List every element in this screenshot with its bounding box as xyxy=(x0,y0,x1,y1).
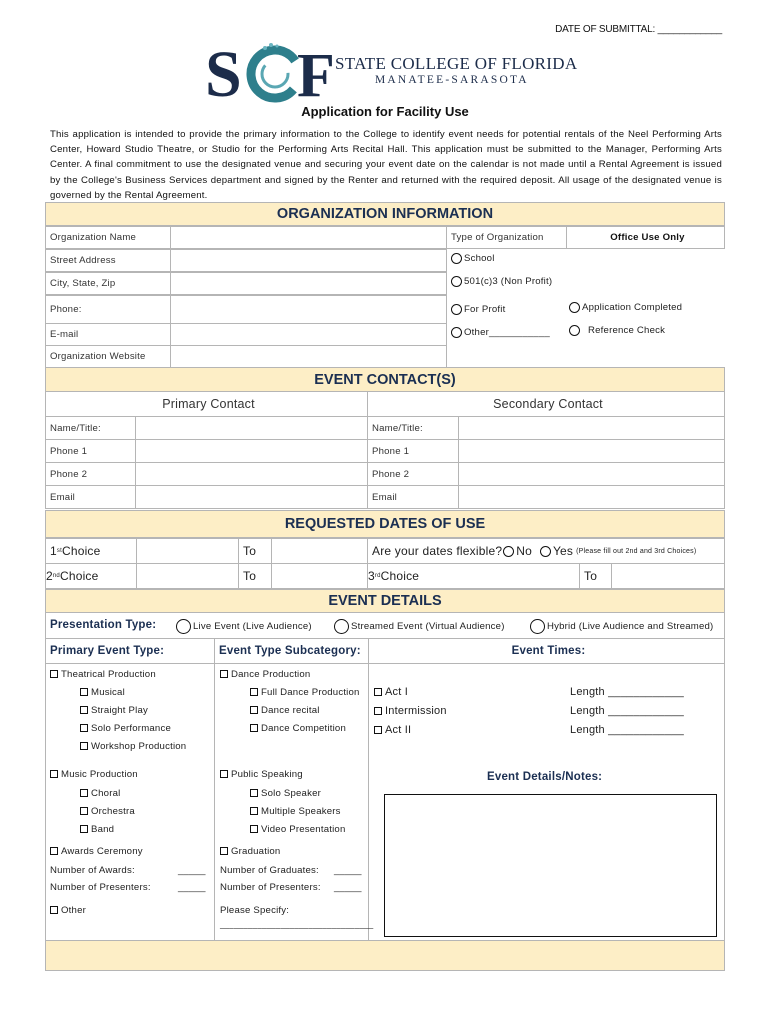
secondary-email-label: Email xyxy=(367,485,459,509)
flexible-yes-label: Yes xyxy=(552,544,574,558)
presentation-hybrid[interactable]: Hybrid (Live Audience and Streamed) xyxy=(530,619,713,634)
scf-logo xyxy=(205,38,578,108)
primary-phone1-field[interactable] xyxy=(135,439,368,463)
website-field[interactable] xyxy=(170,345,447,368)
secondary-phone1-field[interactable] xyxy=(458,439,725,463)
other-radio[interactable] xyxy=(451,327,462,338)
phone-field[interactable] xyxy=(170,295,447,324)
org-type-501c3[interactable]: 501(c)3 (Non Profit) xyxy=(451,276,552,287)
num-presenters2-blank[interactable]: _____ xyxy=(334,882,362,893)
scf-logo-mark xyxy=(205,38,335,108)
dance-recital-checkbox[interactable] xyxy=(250,706,258,714)
awards-option[interactable]: Awards Ceremony xyxy=(50,846,143,857)
dance-option[interactable]: Dance Production xyxy=(220,669,310,680)
num-presenters2-label: Number of Presenters: xyxy=(220,882,321,893)
video-presentation-checkbox[interactable] xyxy=(250,825,258,833)
choral-checkbox[interactable] xyxy=(80,789,88,797)
intermission-length[interactable]: Length ____________ xyxy=(570,705,684,717)
column-divider-2 xyxy=(368,663,369,941)
subcategory-header: Event Type Subcategory: xyxy=(214,638,369,664)
office-use-label: Office Use Only xyxy=(566,226,725,249)
website-label: Organization Website xyxy=(45,345,171,368)
email-label: E-mail xyxy=(45,323,171,346)
musical-checkbox[interactable] xyxy=(80,688,88,696)
full-dance-option[interactable]: Full Dance Production xyxy=(250,687,360,698)
org-name-field[interactable] xyxy=(170,226,447,249)
svg-text:F: F xyxy=(297,42,335,108)
org-name-label: Organization Name xyxy=(45,226,171,249)
solo-speaker-option[interactable]: Solo Speaker xyxy=(250,788,321,799)
orchestra-option[interactable]: Orchestra xyxy=(80,806,135,817)
num-presenters-label: Number of Presenters: xyxy=(50,882,151,893)
act2-length[interactable]: Length ____________ xyxy=(570,724,684,736)
secondary-contact-header: Secondary Contact xyxy=(367,391,725,417)
third-choice-end-field[interactable] xyxy=(611,563,725,589)
act2-checkbox[interactable] xyxy=(374,726,382,734)
primary-phone1-label: Phone 1 xyxy=(45,439,136,463)
graduation-checkbox[interactable] xyxy=(220,847,228,855)
act1-length[interactable]: Length ____________ xyxy=(570,686,684,698)
event-details-notes-label: Event Details/Notes: xyxy=(487,771,603,783)
solo-speaker-checkbox[interactable] xyxy=(250,789,258,797)
primary-phone2-label: Phone 2 xyxy=(45,462,136,486)
page-title: Application for Facility Use xyxy=(301,104,469,119)
music-checkbox[interactable] xyxy=(50,770,58,778)
secondary-phone2-label: Phone 2 xyxy=(367,462,459,486)
column-divider-1 xyxy=(214,663,215,941)
dance-checkbox[interactable] xyxy=(220,670,228,678)
application-completed[interactable]: Application Completed xyxy=(569,302,682,313)
reference-check-radio[interactable] xyxy=(569,325,580,336)
org-type-for-profit[interactable]: For Profit xyxy=(451,304,505,315)
primary-email-field[interactable] xyxy=(135,485,368,509)
flexible-yes-radio[interactable] xyxy=(540,546,551,557)
straight-play-option[interactable]: Straight Play xyxy=(80,705,148,716)
first-choice-to-label: To xyxy=(238,538,272,564)
multiple-speakers-option[interactable]: Multiple Speakers xyxy=(250,806,341,817)
theatrical-checkbox[interactable] xyxy=(50,670,58,678)
dance-recital-option[interactable]: Dance recital xyxy=(250,705,320,716)
act2-option[interactable]: Act II xyxy=(374,724,411,736)
orchestra-checkbox[interactable] xyxy=(80,807,88,815)
public-speaking-checkbox[interactable] xyxy=(220,770,228,778)
intermission-option[interactable]: Intermission xyxy=(374,705,447,717)
primary-email-label: Email xyxy=(45,485,136,509)
nonprofit-radio[interactable] xyxy=(451,276,462,287)
street-field[interactable] xyxy=(170,249,447,272)
video-presentation-option[interactable]: Video Presentation xyxy=(250,824,346,835)
presentation-live[interactable]: Live Event (Live Audience) xyxy=(176,619,312,634)
reference-check[interactable]: Reference Check xyxy=(569,325,665,336)
app-completed-radio[interactable] xyxy=(569,302,580,313)
other-checkbox[interactable] xyxy=(50,906,58,914)
street-label: Street Address xyxy=(45,249,171,272)
num-awards-label: Number of Awards: xyxy=(50,865,135,876)
num-awards-blank[interactable]: _____ xyxy=(178,865,206,876)
dates-flexible-row xyxy=(367,538,725,564)
intro-paragraph: This application is intended to provide the primary information to the College to identify event needs for potential rentals of the Neel Performing Arts Center, Howard Studio Theatre, or Studio for the Performing Arts Recital Hall. This application must be submitted to the Manager, Performing Arts Center. A final commitment to use the designated venue and securing your event date on the calendar is not made until a Rental Agreement is issued by the College's Business Services department and signed by the Renter and returned with the required deposit. All usage of the designated venue is governed by the Rental Agreement. xyxy=(50,129,722,201)
email-field[interactable] xyxy=(170,323,447,346)
dates-flexible-question: Are your dates flexible? xyxy=(372,544,503,558)
third-choice-label: 3 rd Choice xyxy=(367,563,580,589)
details-section-header: EVENT DETAILS xyxy=(45,589,725,613)
first-choice-end-field[interactable] xyxy=(271,538,368,564)
school-radio[interactable] xyxy=(451,253,462,264)
details-footer-bar xyxy=(45,940,725,971)
straight-play-checkbox[interactable] xyxy=(80,706,88,714)
org-type-school[interactable]: School xyxy=(451,253,495,264)
awards-checkbox[interactable] xyxy=(50,847,58,855)
full-dance-checkbox[interactable] xyxy=(250,688,258,696)
first-choice-start-field[interactable] xyxy=(136,538,239,564)
primary-name-field[interactable] xyxy=(135,416,368,440)
secondary-phone1-label: Phone 1 xyxy=(367,439,459,463)
primary-phone2-field[interactable] xyxy=(135,462,368,486)
flexible-yes-note: (Please fill out 2nd and 3rd Choices) xyxy=(576,547,697,555)
for-profit-radio[interactable] xyxy=(451,304,462,315)
contacts-section-header: EVENT CONTACT(S) xyxy=(45,367,725,392)
act1-option[interactable]: Act I xyxy=(374,686,408,698)
first-choice-label: 1 st Choice xyxy=(45,538,137,564)
streamed-radio[interactable] xyxy=(334,619,349,634)
primary-event-type-header: Primary Event Type: xyxy=(45,638,215,664)
dates-section-header: REQUESTED DATES OF USE xyxy=(45,510,725,538)
choral-option[interactable]: Choral xyxy=(80,788,120,799)
multiple-speakers-checkbox[interactable] xyxy=(250,807,258,815)
live-radio[interactable] xyxy=(176,619,191,634)
act1-checkbox[interactable] xyxy=(374,688,382,696)
date-of-submittal[interactable]: DATE OF SUBMITTAL: ____________ xyxy=(555,24,722,35)
solo-performance-option[interactable]: Solo Performance xyxy=(80,723,171,734)
second-choice-start-field[interactable] xyxy=(136,563,239,589)
musical-option[interactable]: Musical xyxy=(80,687,125,698)
event-details-notes-textarea[interactable] xyxy=(384,794,717,937)
please-specify-label: Please Specify: xyxy=(220,905,290,916)
band-checkbox[interactable] xyxy=(80,825,88,833)
num-presenters-blank[interactable]: _____ xyxy=(178,882,206,893)
primary-name-label: Name/Title: xyxy=(45,416,136,440)
city-label: City, State, Zip xyxy=(45,272,171,295)
org-type-label: Type of Organization xyxy=(446,226,567,249)
college-name: STATE COLLEGE OF FLORIDA xyxy=(335,54,578,73)
dance-competition-option[interactable]: Dance Competition xyxy=(250,723,346,734)
city-field[interactable] xyxy=(170,272,447,295)
secondary-phone2-field[interactable] xyxy=(458,462,725,486)
presentation-streamed[interactable]: Streamed Event (Virtual Audience) xyxy=(334,619,505,634)
second-choice-label: 2 nd Choice xyxy=(45,563,137,589)
campus-name: MANATEE-SARASOTA xyxy=(375,74,529,86)
flexible-no-radio[interactable] xyxy=(503,546,514,557)
second-choice-end-field[interactable] xyxy=(271,563,368,589)
secondary-email-field[interactable] xyxy=(458,485,725,509)
intermission-checkbox[interactable] xyxy=(374,707,382,715)
second-choice-to-label: To xyxy=(238,563,272,589)
solo-performance-checkbox[interactable] xyxy=(80,724,88,732)
workshop-checkbox[interactable] xyxy=(80,742,88,750)
num-graduates-label: Number of Graduates: xyxy=(220,865,319,876)
third-choice-to-label: To xyxy=(579,563,612,589)
phone-label: Phone: xyxy=(45,295,171,324)
event-times-header: Event Times: xyxy=(368,638,725,664)
primary-contact-header: Primary Contact xyxy=(45,391,368,417)
presentation-type-label: Presentation Type: xyxy=(50,619,157,631)
org-type-other[interactable]: Other___________ xyxy=(451,327,550,338)
other-option[interactable]: Other xyxy=(50,905,86,916)
band-option[interactable]: Band xyxy=(80,824,114,835)
music-option[interactable]: Music Production xyxy=(50,769,138,780)
num-graduates-blank[interactable]: _____ xyxy=(334,865,362,876)
dance-competition-checkbox[interactable] xyxy=(250,724,258,732)
secondary-name-label: Name/Title: xyxy=(367,416,459,440)
theatrical-option[interactable]: Theatrical Production xyxy=(50,669,156,680)
please-specify-line[interactable]: _________________________________ xyxy=(220,920,374,929)
public-speaking-option[interactable]: Public Speaking xyxy=(220,769,303,780)
graduation-option[interactable]: Graduation xyxy=(220,846,280,857)
org-section-header: ORGANIZATION INFORMATION xyxy=(45,202,725,226)
svg-text:S: S xyxy=(205,38,242,108)
secondary-name-field[interactable] xyxy=(458,416,725,440)
flexible-no-label: No xyxy=(516,544,532,558)
hybrid-radio[interactable] xyxy=(530,619,545,634)
workshop-option[interactable]: Workshop Production xyxy=(80,741,186,752)
